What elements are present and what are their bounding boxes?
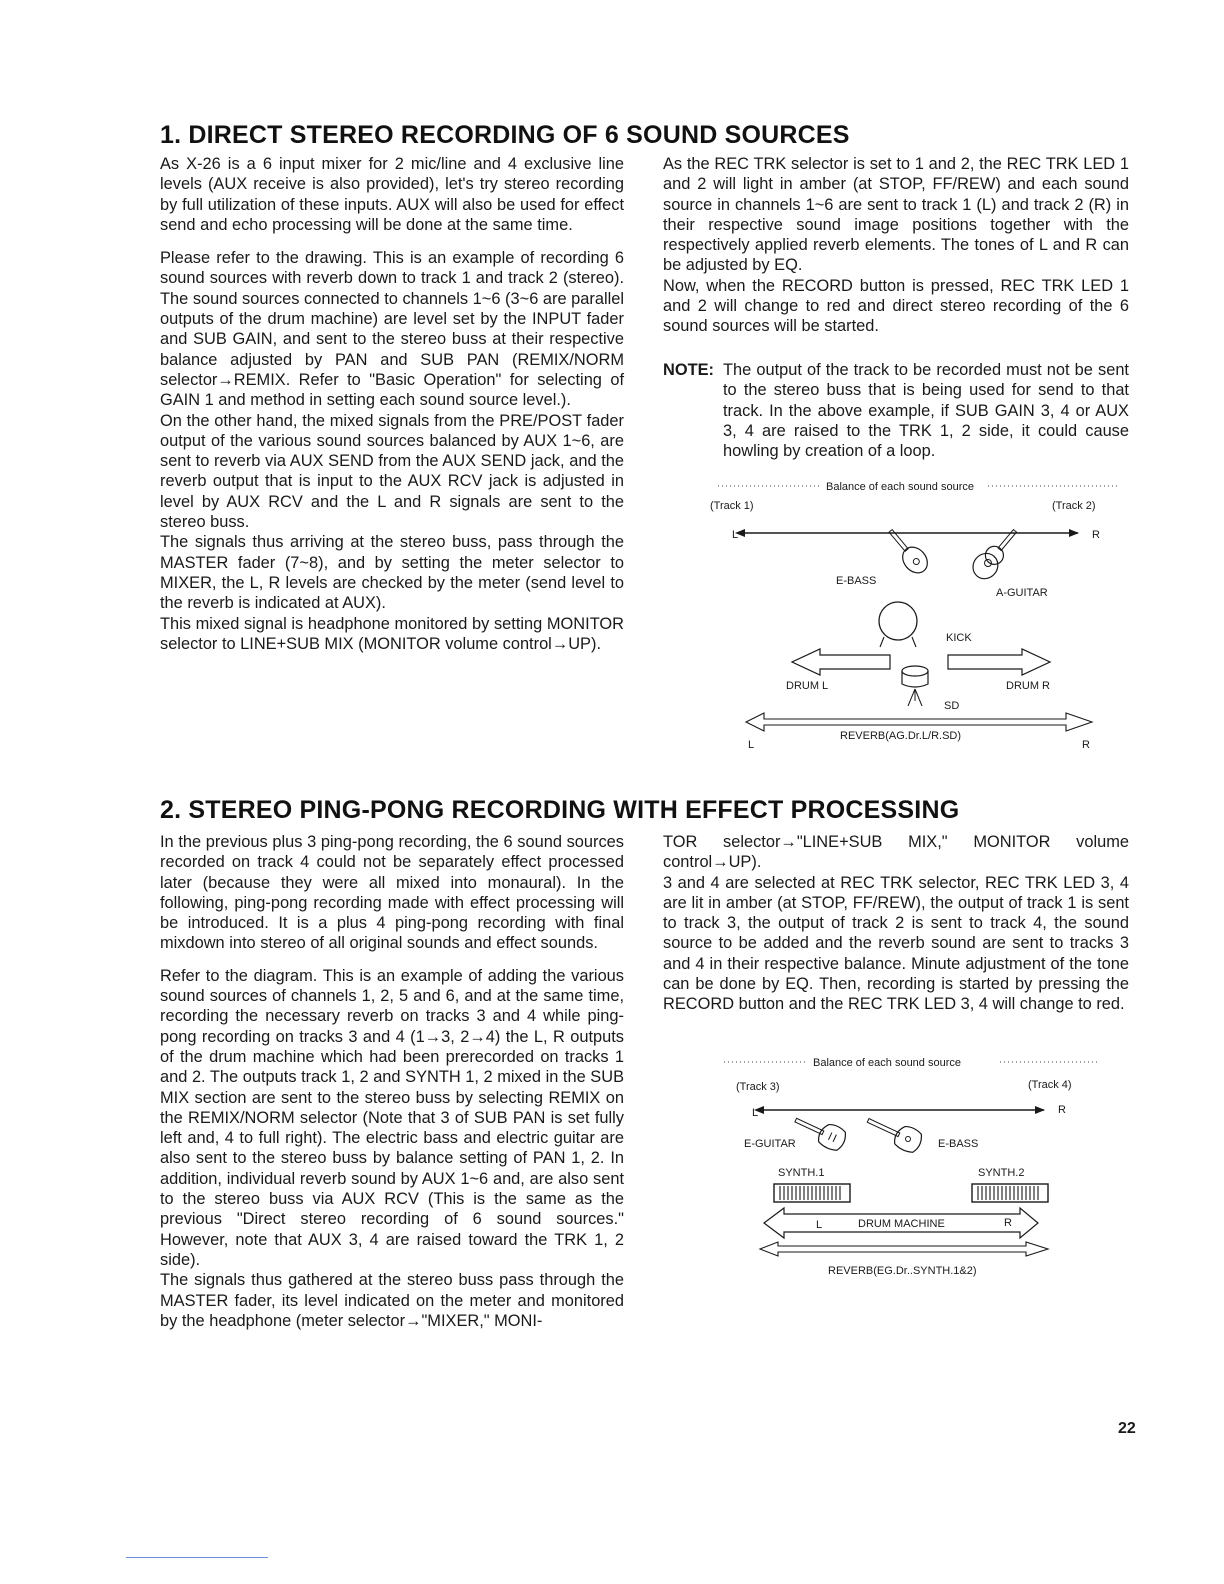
eguitar-label: E-GUITAR (744, 1138, 796, 1150)
footer-rule (126, 1557, 268, 1558)
note-block (663, 360, 1129, 461)
paragraph: This mixed signal is headphone monitored by setting MONITOR selector to LINE+SUB MIX (MONITOR volume control→UP). (160, 614, 624, 653)
drum-r-arrow (948, 649, 1050, 675)
section2-left-column (160, 832, 624, 1331)
paragraph: Now, when the RECORD button is pressed, REC TRK LED 1 and 2 will change to red and direct stereo recording of the 6 sound sources will be started. (663, 276, 1129, 336)
kick-label: KICK (946, 632, 972, 644)
axis-r-label: R (1058, 1104, 1066, 1116)
section1-right-column (663, 154, 1129, 337)
axis-l-label: L (732, 529, 739, 541)
figure-stereo-balance-1 (700, 475, 1130, 760)
reverb-r-label: R (1082, 739, 1090, 751)
synth2-label: SYNTH.2 (978, 1167, 1025, 1179)
paragraph: Please refer to the drawing. This is an example of recording 6 sound sources with reverb down to track 1 and track 2 (stereo). The sound sources connected to channels 1~6 (3~6 are parallel outputs of the drum machine) are level set by the INPUT fader and SUB GAIN, and sent to the stereo buss at their respective balance adjusted by PAN and SUB PAN (REMIX/NORM selector→REMIX. Refer to "Basic Operation" for selecting of GAIN 1 and method in setting each sound source level.). (160, 249, 624, 410)
acoustic-guitar-icon (968, 523, 1024, 584)
reverb-arrow (746, 713, 1092, 731)
drum-machine-label: DRUM MACHINE (858, 1218, 945, 1230)
axis-r-label: R (1092, 529, 1100, 541)
drum-r-label: DRUM R (1006, 680, 1050, 692)
track-right-label: (Track 4) (1028, 1079, 1072, 1091)
paragraph: As the REC TRK selector is set to 1 and 2, the REC TRK LED 1 and 2 will light in amber (at STOP, FF/REW) and each sound source in channels 1~6 are sent to track 1 (L) and track 2 (R) in their respective sound image positions together with the respectively applied reverb elements. The tones of L and R can be adjusted by EQ. (663, 155, 1129, 275)
paragraph: Refer to the diagram. This is an example of adding the various sound sources of channels 1, 2, 5 and 6, and at the same time, recording the necessary reverb on tracks 3 and 4 while ping-pong recording on tracks 3 and 4 (1→3, 2→4) the L, R outputs of the drum machine which had been prerecorded on tracks 1 and 2. The outputs track 1, 2 and SYNTH 1, 2 mixed in the SUB MIX section are sent to the stereo buss by selecting REMIX on the REMIX/NORM selector (Note that 3 of SUB PAN is set fully left and, 4 to full right). The electric bass and electric guitar are also sent to the stereo buss by balance setting of PAN 1, 2. In addition, individual reverb sound by AUX 1~6 and, are also sent to the stereo buss via AUX RCV (This is the same as the previous "Direct stereo recording of 6 sound sources." However, note that AUX 3, 4 are raised toward the TRK 1, 2 side). (160, 966, 624, 1269)
paragraph: In the previous plus 3 ping-pong recording, the 6 sound sources recorded on track 4 could not be separately effect processed later (because they were all mixed into monaural). In the following, ping-pong recording made with effect processing will be introduced. It is a plus 4 ping-pong recording with final mixdown into stereo of all original sounds and effect sounds. (160, 833, 624, 953)
page-number: 22 (1118, 1420, 1136, 1437)
axis-l-label: L (752, 1107, 759, 1119)
electric-guitar-icon (791, 1109, 849, 1153)
figure-caption: Balance of each sound source (826, 481, 974, 493)
synth1-keyboard-icon (774, 1184, 850, 1202)
reverb-l-label: L (748, 739, 755, 751)
ebass-label: E-BASS (836, 575, 877, 587)
note-label: NOTE: (663, 361, 714, 379)
guitar-icon (882, 524, 932, 578)
paragraph: TOR selector→"LINE+SUB MIX," MONITOR volume control→UP). (663, 833, 1129, 872)
dm-r-label: R (1004, 1217, 1012, 1229)
paragraph: As X-26 is a 6 input mixer for 2 mic/line and 4 exclusive line levels (AUX receive is also provided), let's try stereo recording by full utilization of these inputs. AUX will also be used for effect send and echo processing will be done at the same time. (160, 155, 624, 234)
paragraph: 3 and 4 are selected at REC TRK selector, REC TRK LED 3, 4 are lit in amber (at STOP, FF/REW), the output of track 1 is sent to track 3, the output of track 2 is sent to track 4, the sound source to be added and the reverb sound are sent to tracks 3 and 4 in their respective balance. Minute adjustment of the tone can be done by EQ. Then, recording is started by pressing the RECORD button and the REC TRK LED 3, 4 will change to red. (663, 873, 1129, 1014)
note-text: The output of the track to be recorded must not be sent to the stereo buss that is being used for send to that track. In the above example, if SUB GAIN 3, 4 or AUX 3, 4 are raised to the TRK 1, 2 side, it could cause howling by creation of a loop. (723, 361, 1129, 461)
figure-stereo-balance-2 (720, 1052, 1120, 1282)
synth1-label: SYNTH.1 (778, 1167, 825, 1179)
section1-heading: 1. DIRECT STEREO RECORDING OF 6 SOUND SOURCES (160, 121, 850, 149)
drum-l-label: DRUM L (786, 680, 829, 692)
section2-heading: 2. STEREO PING-PONG RECORDING WITH EFFECT PROCESSING (160, 796, 960, 824)
snare-drum-icon (902, 666, 928, 706)
reverb-arrow (760, 1242, 1048, 1256)
paragraph: The signals thus gathered at the stereo buss pass through the MASTER fader, its level indicated on the meter and monitored by the headphone (meter selector→"MIXER," MONI- (160, 1271, 624, 1330)
section1-left-column (160, 154, 624, 654)
sd-label: SD (944, 700, 960, 712)
section2-right-column (663, 832, 1129, 1015)
track-left-label: (Track 3) (736, 1081, 780, 1093)
track-right-label: (Track 2) (1052, 500, 1096, 512)
paragraph: The signals thus arriving at the stereo buss, pass through the MASTER fader (7~8), and by setting the meter selector to MIXER, the L, R levels are checked by the meter (send level to the reverb is indicated at AUX). (160, 533, 624, 613)
reverb-label: REVERB(EG.Dr..SYNTH.1&2) (828, 1265, 977, 1277)
drum-l-arrow (792, 649, 890, 675)
dm-l-label: L (816, 1219, 823, 1231)
ebass-label: E-BASS (938, 1138, 979, 1150)
kick-drum-icon (879, 602, 917, 647)
reverb-label: REVERB(AG.Dr.L/R.SD) (840, 730, 962, 742)
synth2-keyboard-icon (972, 1184, 1048, 1202)
track-left-label: (Track 1) (710, 500, 754, 512)
bass-guitar-icon (863, 1110, 925, 1156)
paragraph: On the other hand, the mixed signals from the PRE/POST fader output of the various sound sources balanced by AUX 1~6, are sent to reverb via AUX SEND from the AUX SEND jack, and the reverb output that is input to the AUX RCV jack is adjusted in level by AUX RCV and the L and R signals are sent to the stereo buss. (160, 411, 624, 532)
figure-caption: Balance of each sound source (813, 1057, 961, 1069)
aguitar-label: A-GUITAR (996, 587, 1048, 599)
